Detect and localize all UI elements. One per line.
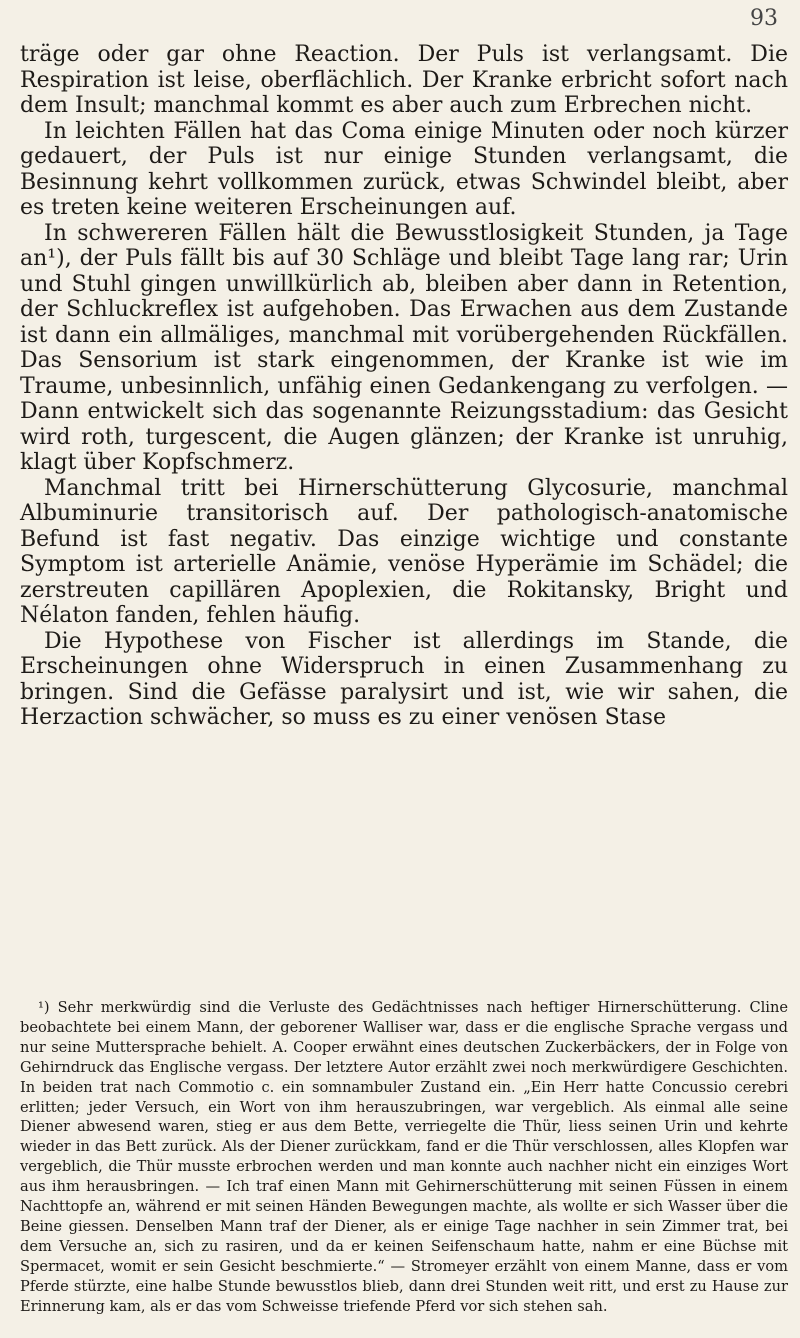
paragraph-5: Die Hypothese von Fischer ist allerdings im Stande, die Erscheinungen ohne Widerspruch in einen Zusammenhang zu bringen. Sind die Gefässe paralysirt und ist, wie wir sahen, die Herzaction schwächer, so muss es zu einer venösen Stase xyxy=(20,628,788,730)
paragraph-4: Manchmal tritt bei Hirnerschütterung Glycosurie, manchmal Albuminurie transitorisch auf. Der pathologisch-anatomische Befund ist fast negativ. Das einzige wichtige und constante Symptom ist arterielle Anämie, venöse Hyperämie im Schädel; die zerstreuten capillären Apoplexien, die Rokitansky, Bright und Nélaton fanden, fehlen häufig. xyxy=(20,475,788,628)
footnotes xyxy=(20,998,788,1317)
paragraph-1: träge oder gar ohne Reaction. Der Puls ist verlangsamt. Die Respiration ist leise, oberflächlich. Der Kranke erbricht sofort nach dem Insult; manchmal kommt es aber auch zum Erbrechen nicht. xyxy=(20,42,788,118)
paragraph-3: In schwereren Fällen hält die Bewusstlosigkeit Stunden, ja Tage an¹), der Puls fällt bis auf 30 Schläge und bleibt Tage lang rar; Urin und Stuhl gingen unwillkürlich ab, bleiben aber dann in Retention, der Schluckreflex ist aufgehoben. Das Erwachen aus dem Zustande ist dann ein allmäliges, manchmal mit vorübergehenden Rückfällen. Das Sensorium ist stark eingenommen, der Kranke ist wie im Traume, unbesinnlich, unfähig einen Gedankengang zu verfolgen. — Dann entwickelt sich das sogenannte Reizungsstadium: das Gesicht wird roth, turgescent, die Augen glänzen; der Kranke ist unruhig, klagt über Kopfschmerz. xyxy=(20,220,788,475)
page-number: 93 xyxy=(750,6,778,31)
paragraph-2: In leichten Fällen hat das Coma einige Minuten oder noch kürzer gedauert, der Puls ist nur einige Stunden verlangsamt, die Besinnung kehrt vollkommen zurück, etwas Schwindel bleibt, aber es treten keine weiteren Erscheinungen auf. xyxy=(20,118,788,220)
footnote-1: ¹) Sehr merkwürdig sind die Verluste des Gedächtnisses nach heftiger Hirnerschütterung. Cline beobachtete bei einem Mann, der geborener Walliser war, dass er die englische Sprache vergass und nur seine Muttersprache behielt. A. Cooper erwähnt eines deutschen Zuckerbäckers, der in Folge von Gehirndruck das Englische vergass. Der letztere Autor erzählt zwei noch merkwürdigere Geschichten. In beiden trat nach Commotio c. ein somnambuler Zustand ein. „Ein Herr hatte Concussio cerebri erlitten; jeder Versuch, ein Wort von ihm herauszubringen, war vergeblich. Als einmal alle seine Diener abwesend waren, stieg er aus dem Bette, verriegelte die Thür, liess seinen Urin und kehrte wieder in das Bett zurück. Als der Diener zurückkam, fand er die Thür verschlossen, alles Klopfen war vergeblich, die Thür musste erbrochen werden und man konnte auch nachher nicht ein einziges Wort aus ihm herausbringen. — Ich traf einen Mann mit Gehirnerschütterung mit seinen Füssen in einem Nachttopfe an, während er mit seinen Händen Bewegungen machte, als wollte er sich Wasser über die Beine giessen. Denselben Mann traf der Diener, als er einige Tage nachher in sein Zimmer trat, bei dem Versuche an, sich zu rasiren, und da er keinen Seifenschaum hatte, nahm er eine Büchse mit Spermacet, womit er sein Gesicht beschmierte.“ — Stromeyer erzählt von einem Manne, dass er vom Pferde stürzte, eine halbe Stunde bewusstlos blieb, dann drei Stunden weit ritt, und erst zu Hause zur Erinnerung kam, als er das vom Schweisse triefende Pferd vor sich stehen sah. xyxy=(20,999,788,1315)
main-text xyxy=(20,42,788,731)
